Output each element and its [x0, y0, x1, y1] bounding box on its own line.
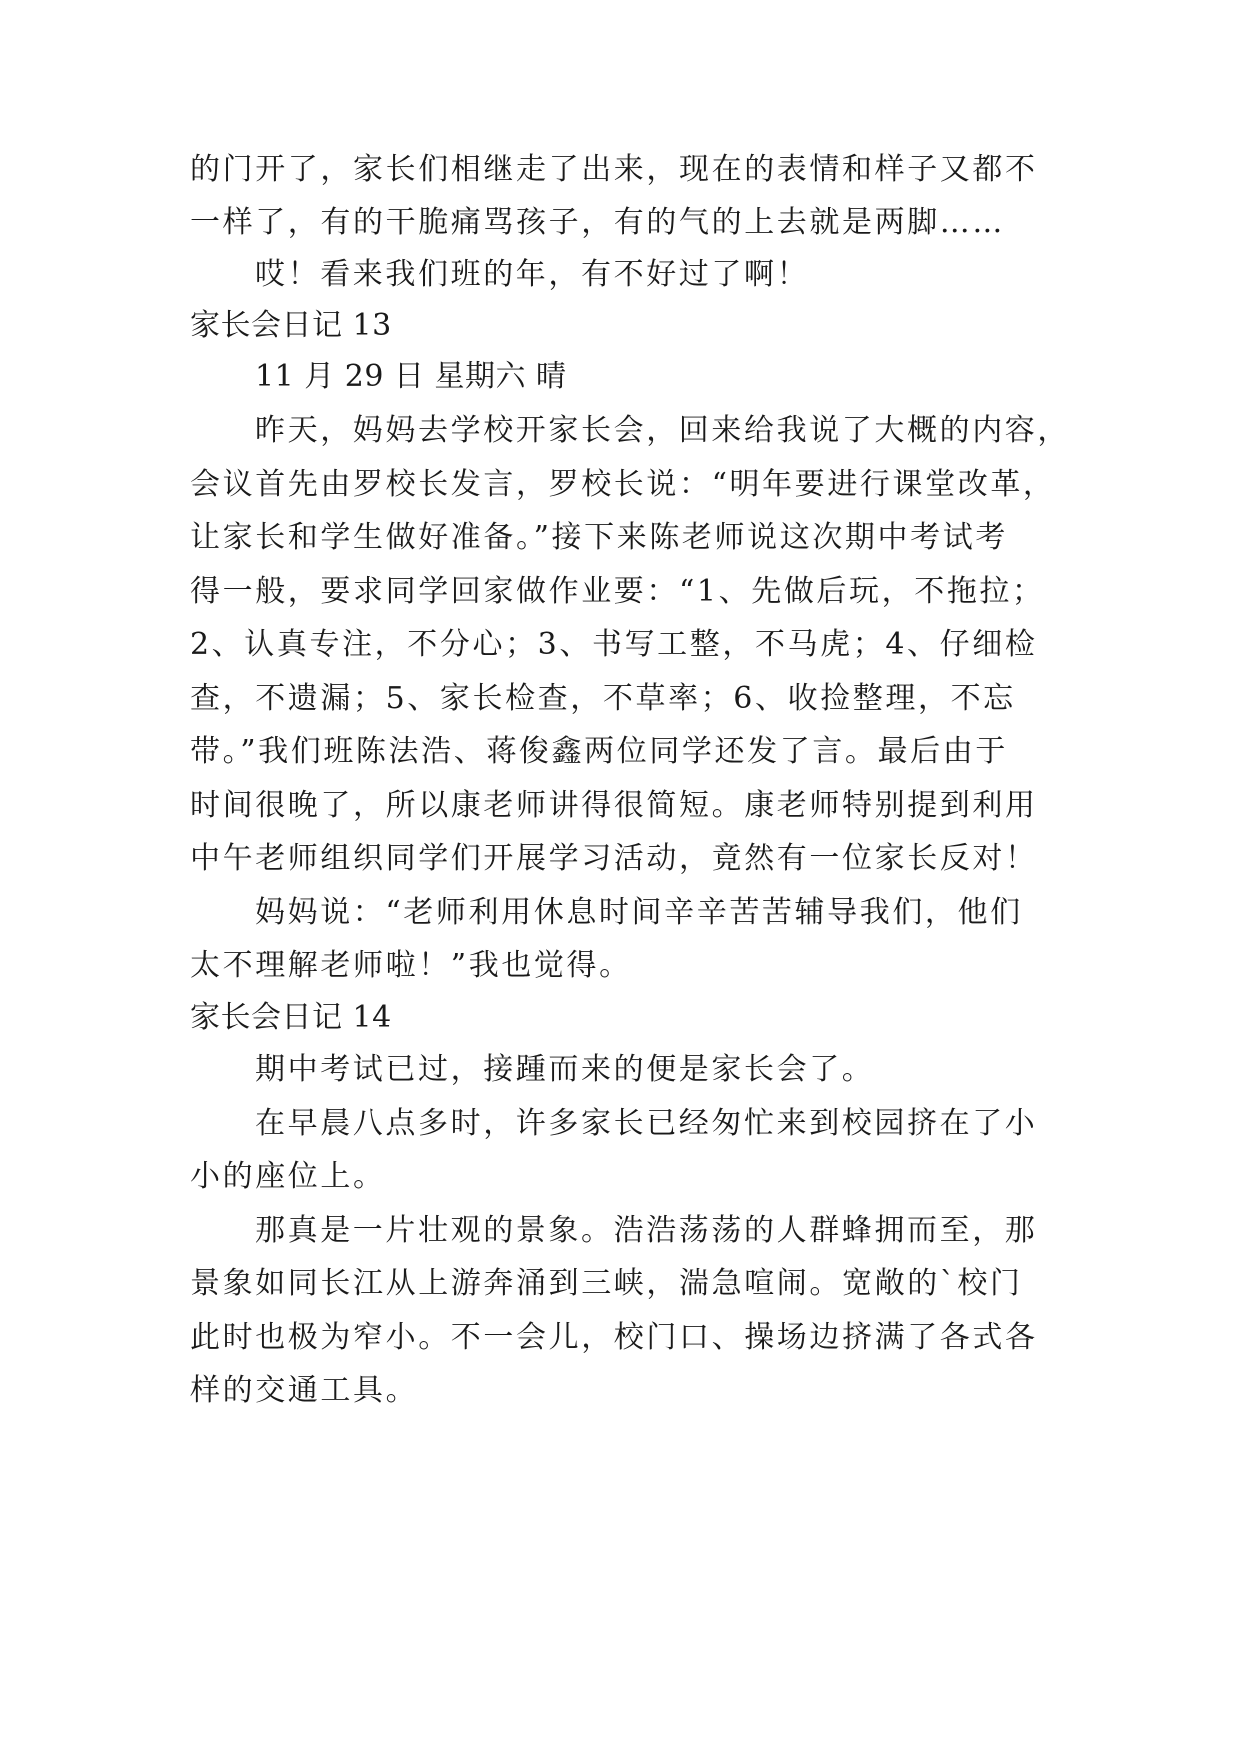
paragraph-line: 中午老师组织同学们开展学习活动，竟然有一位家长反对！ — [190, 841, 1038, 876]
paragraph-line: 小的座位上。 — [190, 1159, 386, 1194]
paragraph-line: 会议首先由罗校长发言，罗校长说：“明年要进行课堂改革， — [190, 467, 1056, 502]
paragraph-line: 样的交通工具。 — [190, 1373, 419, 1408]
paragraph-line: 让家长和学生做好准备。”接下来陈老师说这次期中考试考 — [190, 520, 1008, 555]
paragraph-line: 一样了，有的干脆痛骂孩子，有的气的上去就是两脚…… — [190, 205, 1005, 240]
date-line: 11 月 29 日 星期六 晴 — [255, 359, 567, 394]
paragraph-line: 那真是一片壮观的景象。浩浩荡荡的人群蜂拥而至，那 — [255, 1213, 1038, 1248]
paragraph-line: 时间很晚了，所以康老师讲得很简短。康老师特别提到利用 — [190, 788, 1038, 823]
paragraph-line: 得一般，要求同学回家做作业要：“1、先做后玩，不拖拉； — [190, 574, 1045, 609]
section-heading: 家长会日记 14 — [190, 1000, 392, 1035]
paragraph-line: 的门开了，家长们相继走了出来，现在的表情和样子又都不 — [190, 152, 1038, 187]
paragraph-line: 景象如同长江从上游奔涌到三峡，湍急喧闹。宽敞的`校门 — [190, 1266, 1023, 1301]
paragraph-line: 此时也极为窄小。不一会儿，校门口、操场边挤满了各式各 — [190, 1320, 1038, 1355]
paragraph-line: 哎！看来我们班的年，有不好过了啊！ — [255, 257, 810, 292]
paragraph-line: 昨天，妈妈去学校开家长会，回来给我说了大概的内容， — [255, 413, 1070, 448]
paragraph-line: 2、认真专注，不分心；3、书写工整，不马虎；4、仔细检 — [190, 627, 1038, 662]
paragraph-line: 在早晨八点多时，许多家长已经匆忙来到校园挤在了小 — [255, 1106, 1038, 1141]
paragraph-line: 期中考试已过，接踵而来的便是家长会了。 — [255, 1052, 875, 1087]
paragraph-line: 太不理解老师啦！”我也觉得。 — [190, 948, 632, 983]
paragraph-line: 妈妈说：“老师利用休息时间辛辛苦苦辅导我们，他们 — [255, 895, 1023, 930]
paragraph-line: 带。”我们班陈法浩、蒋俊鑫两位同学还发了言。最后由于 — [190, 734, 1008, 769]
section-heading: 家长会日记 13 — [190, 308, 392, 343]
paragraph-line: 查，不遗漏；5、家长检查，不草率；6、收捡整理，不忘 — [190, 681, 1016, 716]
